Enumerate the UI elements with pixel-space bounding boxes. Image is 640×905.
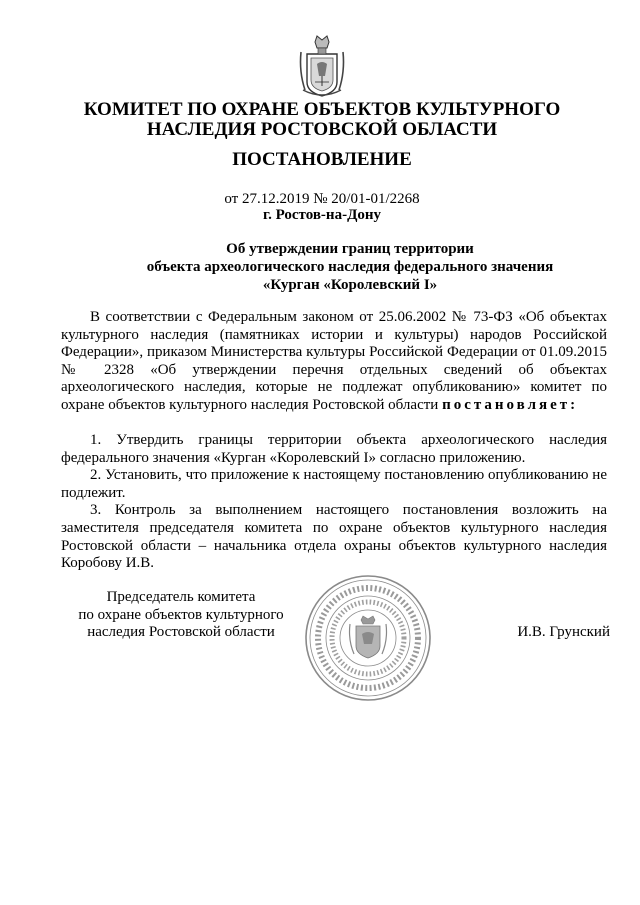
coat-of-arms-icon [297, 32, 347, 100]
organization-title-line2: НАСЛЕДИЯ РОСТОВСКОЙ ОБЛАСТИ [146, 119, 498, 140]
decree-item-2: 2. Установить, что приложение к настоящему постановлению опубликованию не подлежит. [61, 467, 607, 501]
document-date-number: от 27.12.2019 № 20/01-01/2268 [224, 191, 420, 207]
decree-item-3: 3. Контроль за выполнением настоящего постановления возложить на заместителя председателя комитета по охране объектов культурного наследия Ростовской области – начальника отдела охраны объектов культурного наследия Коробову И.В. [61, 502, 607, 572]
signatory-position-line1: Председатель комитета [106, 589, 256, 605]
intro-paragraph [61, 309, 607, 415]
document-subject [40, 240, 640, 294]
decree-items [61, 432, 607, 573]
decree-word: постановляет: [442, 396, 579, 413]
document-type: ПОСТАНОВЛЕНИЕ [232, 149, 412, 170]
organization-title [40, 100, 604, 140]
signatory-name: И.В. Грунский [517, 624, 610, 640]
intro-text: В соответствии с Федеральным законом от 25.06.2002 № 73-ФЗ «Об объектах культурного наследия (памятниках истории и культуры) народов Российской Федерации», приказом Министерства культуры Российской Федерации от 01.09.2015 № 2328 «Об утверждении перечня отдельных сведений об объектах археологического наследия, которые не подлежат опубликованию» комитет по охране объектов культурного наследия Ростовской области [61, 309, 607, 413]
signatory-position-line2: по охране объектов культурного [78, 606, 284, 623]
subject-line1: Об утверждении границ территории [226, 241, 474, 257]
document-city: г. Ростов-на-Дону [262, 207, 382, 223]
signatory-position-line3: наследия Ростовской области [87, 624, 275, 641]
subject-line3: «Курган «Королевский I» [262, 277, 438, 293]
signatory-position [61, 589, 301, 642]
subject-line2: объекта археологического наследия федерального значения [146, 259, 554, 275]
organization-title-line1: КОМИТЕТ ПО ОХРАНЕ ОБЪЕКТОВ КУЛЬТУРНОГО [83, 99, 561, 120]
official-seal-icon [304, 574, 432, 702]
decree-item-1: 1. Утвердить границы территории объекта археологического наследия федерального значения «Курган «Королевский I» согласно приложению. [61, 432, 607, 466]
